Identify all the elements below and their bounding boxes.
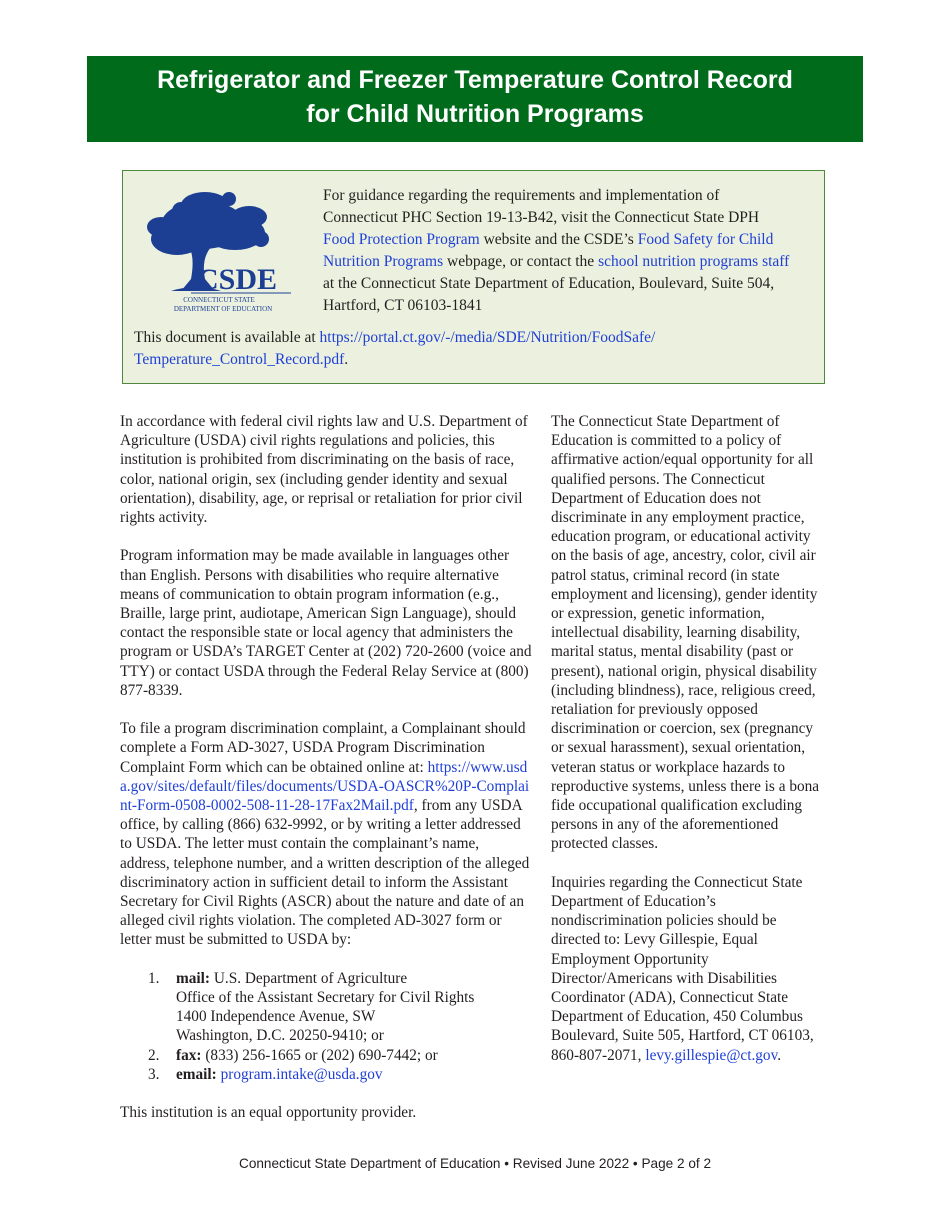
logo-line-1: CONNECTICUT STATE — [183, 296, 255, 304]
civil-rights-paragraph: In accordance with federal civil rights law and U.S. Department of Agriculture (USDA) civil rights regulations and policies, this institution is prohibited from discriminating on the basis of race, color, national origin, sex (including gender identity and sexual orientation), disability, age, or reprisal or retaliation for prior civil rights activity. — [120, 413, 528, 527]
availability-text: This document is available at https://portal.ct.gov/-/media/SDE/Nutrition/FoodSafe/ Temperature_Control_Record.pdf. — [134, 329, 656, 368]
program-info-paragraph: Program information may be made available in languages other than English. Persons with disabilities who require alternative means of communication to obtain program information (e.g., Braille, large print, audiotape, American Sign Language), should contact the responsible state or local agency that administers the program or USDA’s TARGET Center at (202) 720-2600 (voice and TTY) or contact USDA through the Federal Relay Service at (800) 877-8339. — [120, 547, 532, 699]
food-protection-program-link[interactable]: Food Protection Program — [323, 231, 480, 248]
csde-policy-paragraph: The Connecticut State Department of Education is committed to a policy of affirmative action/equal opportunity for all qualified persons. The Connecticut Department of Education does not discriminate in any employment practice, education program, or educational activity on the basis of age, ancestry, color, civil air patrol status, criminal record (in state employment and licensing), gender identity or expression, genetic information, intellectual disability, learning disability, marital status, mental disability (past or present), national origin, physical disability (including blindness), race, religious creed, retaliation for previously opposed discrimination or coercion, sex (pregnancy or sexual harassment), sexual orientation, veteran status or workplace hazards to reproductive systems, unless there is a bona fide occupational qualification excluding persons in any of the aforementioned protected classes. — [551, 413, 820, 853]
csde-logo — [141, 187, 301, 317]
inquiries-paragraph: Inquiries regarding the Connecticut State Department of Education’s nondiscrimination policies should be directed to: Levy Gillespie, Equal Employment Opportunity Director/Americans with Disabilities Coordinator (ADA), Connecticut State Department of Education, 450 Columbus Boulevard, Suite 505, Hartford, CT 06103, 860-807-2071, levy.gillespie@ct.gov. — [551, 873, 814, 1064]
title-line-2: for Child Nutrition Programs — [306, 100, 644, 128]
usda-nondiscrimination-column — [120, 412, 532, 1142]
page-title — [87, 56, 863, 142]
food-safety-link[interactable]: Food Safety for Child Nutrition Programs — [323, 231, 774, 270]
list-item: 2. fax: (833) 256-1665 or (202) 690-7442; or — [148, 1046, 438, 1064]
page-footer: Connecticut State Department of Education • Revised June 2022 • Page 2 of 2 — [239, 1156, 711, 1171]
guidance-text: For guidance regarding the requirements and implementation of Connecticut PHC Section 19-13-B42, visit the Connecticut State DPH Food Protection Program website and the CSDE’s Food Safety for Child Nutrition Programs webpage, or contact the school nutrition programs staff at the Connecticut State Department of Education, Boulevard, Suite 504, Hartford, CT 06103-1841 — [323, 187, 790, 314]
equal-opportunity-statement: This institution is an equal opportunity provider. — [120, 1104, 417, 1122]
logo-acronym: CSDE — [197, 263, 278, 296]
logo-line-2: DEPARTMENT OF EDUCATION — [173, 305, 273, 313]
guidance-box — [122, 170, 825, 384]
usda-email-link[interactable]: program.intake@usda.gov — [220, 1065, 383, 1083]
list-item: 3. email: program.intake@usda.gov — [148, 1065, 383, 1083]
complaint-form-link[interactable]: https://www.usda.gov/sites/default/files/documents/USDA-OASCR%20P-Complaint-Form-0508-0002-508-11-28-17Fax2Mail.pdf — [120, 758, 530, 815]
gillespie-email-link[interactable]: levy.gillespie@ct.gov — [645, 1046, 778, 1064]
school-nutrition-staff-link[interactable]: school nutrition programs staff — [598, 253, 790, 270]
submission-methods-list — [120, 969, 532, 1084]
document-url-link[interactable]: https://portal.ct.gov/-/media/SDE/Nutrition/FoodSafe/ Temperature_Control_Record.pdf — [134, 329, 656, 368]
list-item: 1. mail: U.S. Department of Agriculture Office of the Assistant Secretary for Civil Rights 1400 Independence Avenue, SW Washington, D.C. 20250-9410; or — [148, 969, 475, 1045]
csde-nondiscrimination-column — [551, 412, 823, 1084]
title-line-1: Refrigerator and Freezer Temperature Control Record — [157, 66, 793, 94]
complaint-paragraph: To file a program discrimination complaint, a Complainant should complete a Form AD-3027, USDA Program Discrimination Complaint Form which can be obtained online at: https://www.usda.gov/sites/default/files/documents/USDA-OASCR%20P-Complaint-Form-0508-0002-508-11-28-17Fax2Mail.pdf, from any USDA office, by calling (866) 632-9992, or by writing a letter addressed to USDA. The letter must contain the complainant’s name, address, telephone number, and a written description of the alleged discriminatory action in sufficient detail to inform the Assistant Secretary for Civil Rights (ASCR) about the nature and date of an alleged civil rights violation. The completed AD-3027 form or letter must be submitted to USDA by: — [120, 720, 530, 949]
